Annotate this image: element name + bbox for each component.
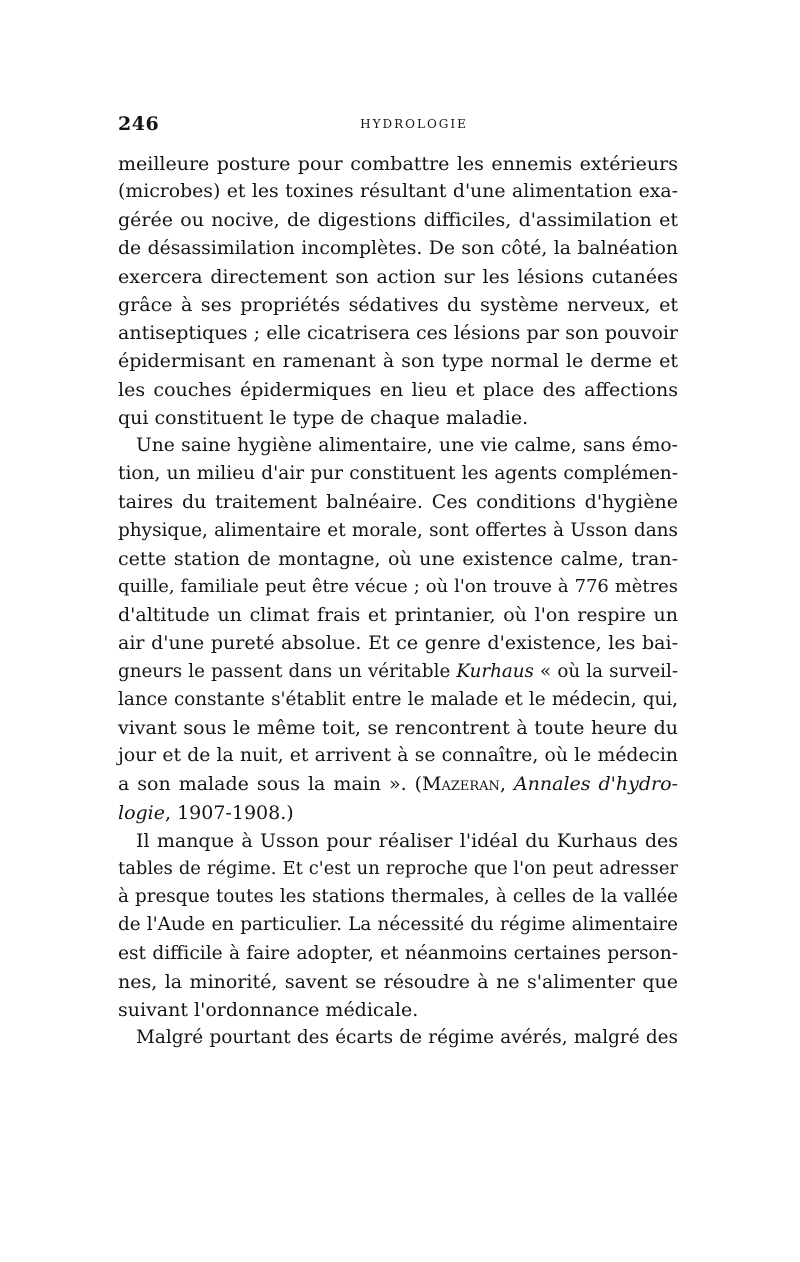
- text-line: les couches épidermiques en lieu et place des affections: [118, 378, 678, 401]
- citation-title: Annales d'hydro-: [513, 773, 678, 796]
- text-line: est difficile à faire adopter, et néanmoins certaines person-: [118, 942, 678, 964]
- text-line: meilleure posture pour combattre les ennemis extérieurs: [118, 153, 678, 175]
- body-text: [118, 150, 678, 1053]
- text-line: taires du traitement balnéaire. Ces conditions d'hygiène: [118, 491, 678, 514]
- text-line: exercera directement son action sur les lésions cutanées: [118, 265, 678, 288]
- text-fragment: , 1907-1908.): [165, 801, 294, 824]
- text-line: Malgré pourtant des écarts de régime avérés, malgré des: [136, 1027, 678, 1049]
- text-fragment: ,: [499, 773, 514, 796]
- text-line-citation: [118, 770, 678, 798]
- text-line: d'altitude un climat frais et printanier, où l'on respire un: [118, 604, 678, 627]
- text-line: grâce à ses propriétés sédatives du système nerveux, et: [118, 294, 678, 317]
- text-fragment: gneurs le passent dans un véritable: [118, 660, 457, 682]
- paragraph-4: [118, 1024, 678, 1052]
- citation-title-end: logie: [118, 801, 165, 824]
- text-line: antiseptiques ; elle cicatrisera ces lésions par son pouvoir: [118, 322, 678, 345]
- italic-term-kurhaus: Kurhaus: [456, 660, 534, 682]
- text-line: tion, un milieu d'air pur constituent les agents complémen-: [118, 463, 678, 485]
- text-line: nes, la minorité, savent se résoudre à ne s'alimenter que: [118, 970, 678, 993]
- text-line: jour et de la nuit, et arrivent à se connaître, où le médecin: [118, 745, 678, 767]
- text-line: (microbes) et les toxines résultant d'une alimentation exa-: [118, 181, 678, 203]
- text-line: quille, familiale peut être vécue ; où l'on trouve à 776 mètres: [118, 576, 678, 598]
- text-fragment: « où la surveil-: [533, 660, 678, 682]
- page-number: 246: [118, 113, 160, 135]
- paragraph-3: [118, 827, 678, 1024]
- text-line: qui constituent le type de chaque maladie.: [118, 406, 529, 429]
- text-line: physique, alimentaire et morale, sont offertes à Usson dans: [118, 519, 678, 541]
- text-line-citation-end: [118, 799, 678, 827]
- text-line: de désassimilation incomplètes. De son côté, la balnéation: [118, 237, 678, 259]
- text-fragment: a son malade sous la main ». (: [118, 773, 423, 796]
- text-line: gérée ou nocive, de digestions difficiles, d'assimilation et: [118, 209, 678, 232]
- text-line: suivant l'ordonnance médicale.: [118, 999, 419, 1022]
- citation-author: Mazeran: [422, 773, 500, 796]
- text-line: cette station de montagne, où une existence calme, tran-: [118, 547, 678, 570]
- paragraph-1: [118, 150, 678, 432]
- text-line-kurhaus: [118, 658, 678, 686]
- text-line: de l'Aude en particulier. La nécessité du régime alimentaire: [118, 914, 678, 936]
- running-title: HYDROLOGIE: [360, 117, 468, 131]
- text-line: épidermisant en ramenant à son type normal le derme et: [118, 350, 678, 373]
- text-line: Une saine hygiène alimentaire, une vie calme, sans émo-: [136, 435, 678, 457]
- text-line: vivant sous le même toit, se rencontrent à toute heure du: [118, 717, 678, 740]
- paragraph-2: [118, 432, 678, 827]
- text-line: lance constante s'établit entre le malade et le médecin, qui,: [118, 688, 678, 710]
- text-line: à presque toutes les stations thermales, à celles de la vallée: [118, 886, 678, 908]
- running-head: [118, 113, 678, 143]
- text-line: Il manque à Usson pour réaliser l'idéal du Kurhaus des: [136, 829, 678, 852]
- text-line: tables de régime. Et c'est un reproche que l'on peut adresser: [118, 858, 678, 880]
- text-line: air d'une pureté absolue. Et ce genre d'existence, les bai-: [118, 632, 678, 655]
